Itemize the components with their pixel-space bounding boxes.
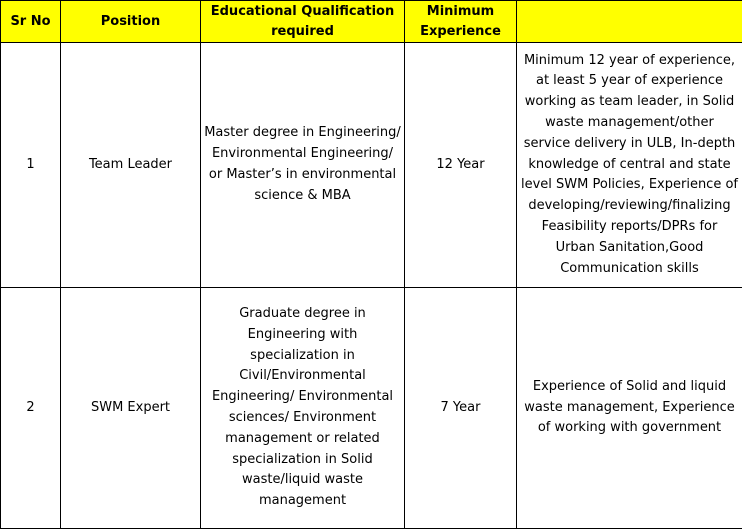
cell-sr-no: 1 — [1, 43, 61, 288]
header-position: Position — [61, 1, 201, 43]
cell-position: SWM Expert — [61, 288, 201, 529]
header-details — [517, 1, 742, 43]
header-row — [1, 1, 742, 43]
cell-position: Team Leader — [61, 43, 201, 288]
cell-qualification: Master degree in Engineering/ Environmental Engineering/ or Master’s in environmental science & MBA — [201, 43, 405, 288]
table-row — [1, 43, 742, 288]
cell-min-experience: 12 Year — [405, 43, 517, 288]
header-qualification: Educational Qualification required — [201, 1, 405, 43]
header-min-experience: Minimum Experience — [405, 1, 517, 43]
cell-details: Experience of Solid and liquid waste management, Experience of working with government — [517, 288, 742, 529]
table-row — [1, 288, 742, 529]
cell-sr-no: 2 — [1, 288, 61, 529]
cell-qualification: Graduate degree in Engineering with specialization in Civil/Environmental Engineering/ Environmental sciences/ Environment management or related specialization in Solid waste/liquid waste management — [201, 288, 405, 529]
cell-min-experience: 7 Year — [405, 288, 517, 529]
cell-details: Minimum 12 year of experience, at least 5 year of experience working as team leader, in Solid waste management/other service delivery in ULB, In-depth knowledge of central and state level SWM Policies, Experience of developing/reviewing/finalizing Feasibility reports/DPRs for Urban Sanitation,Good Communication skills — [517, 43, 742, 288]
header-sr-no: Sr No — [1, 1, 61, 43]
